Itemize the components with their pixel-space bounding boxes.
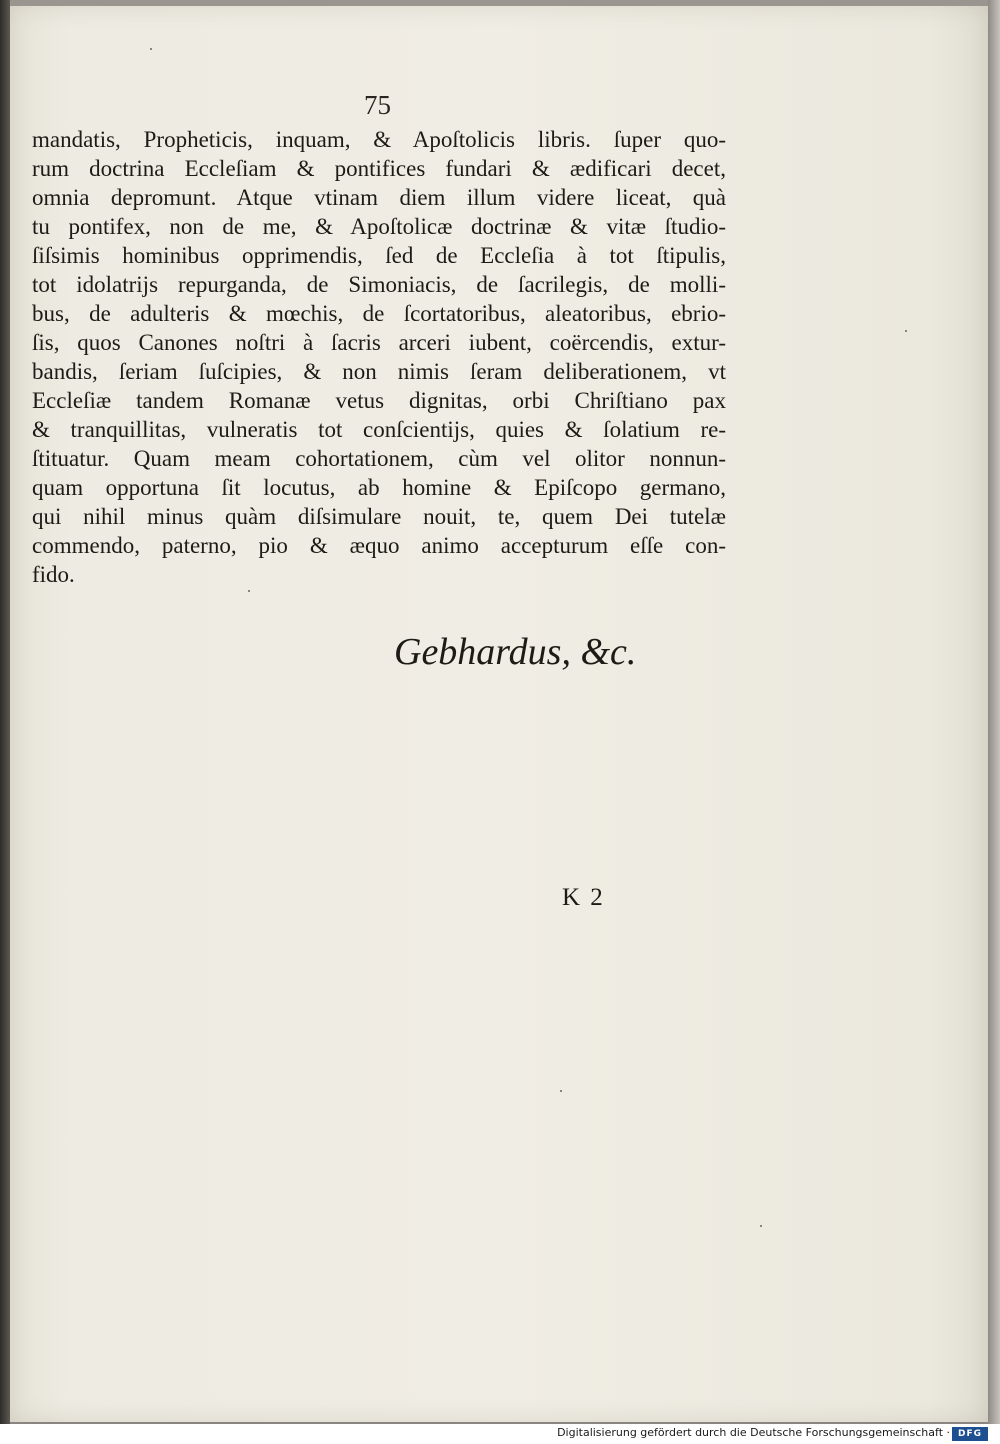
text-line: & tranquillitas, vulneratis tot conſcientijs, quies & ſolatium re- [32,417,726,442]
text-line: ſtituatur. Quam meam cohortationem, cùm vel olitor nonnun- [32,446,726,471]
text-line: bus, de adulteris & mœchis, de ſcortatoribus, aleatoribus, ebrio- [32,301,726,326]
text-line: rum doctrina Eccleſiam & pontifices fundari & ædificari decet, [32,156,726,181]
paper-speck [150,48,152,50]
paper-speck [560,1090,562,1092]
text-line: mandatis, Propheticis, inquam, & Apoſtolicis libris. ſuper quo- [32,127,726,152]
text-line: ſis, quos Canones noſtri à ſacris arceri iubent, coërcendis, extur- [32,330,726,355]
text-line: tot idolatrijs repurganda, de Simoniacis, de ſacrilegis, de molli- [32,272,726,297]
page-number: 75 [364,90,391,120]
text-line: fido. [32,562,75,587]
body-text [32,125,726,589]
signature: Gebhardus, &c. [394,631,637,673]
paper-speck [760,1225,762,1227]
text-line: omnia depromunt. Atque vtinam diem illum videre liceat, quà [32,185,726,210]
text-line: quam opportuna ſit locutus, ab homine & Epiſcopo germano, [32,475,726,500]
dfg-logo: DFG [952,1427,988,1441]
scan-edge-right [988,0,1000,1444]
paper-speck [248,590,250,592]
signature-mark: K 2 [562,884,605,911]
text-line: commendo, paterno, pio & æquo animo accepturum eſſe con- [32,533,726,558]
text-line: ſiſsimis hominibus opprimendis, ſed de Eccleſia à tot ſtipulis, [32,243,726,268]
scan-edge-left [0,0,10,1444]
text-line: bandis, ſeriam ſuſcipies, & non nimis ſeram deliberationem, vt [32,359,726,384]
text-line: qui nihil minus quàm diſsimulare nouit, te, quem Dei tutelæ [32,504,726,529]
text-line: Eccleſiæ tandem Romanæ vetus dignitas, orbi Chriſtiano pax [32,388,726,413]
paper-speck [905,330,907,332]
footer-credit: Digitalisierung gefördert durch die Deutsche Forschungsgemeinschaft · [557,1426,950,1439]
text-line: tu pontifex, non de me, & Apoſtolicæ doctrinæ & vitæ ſtudio- [32,214,726,239]
